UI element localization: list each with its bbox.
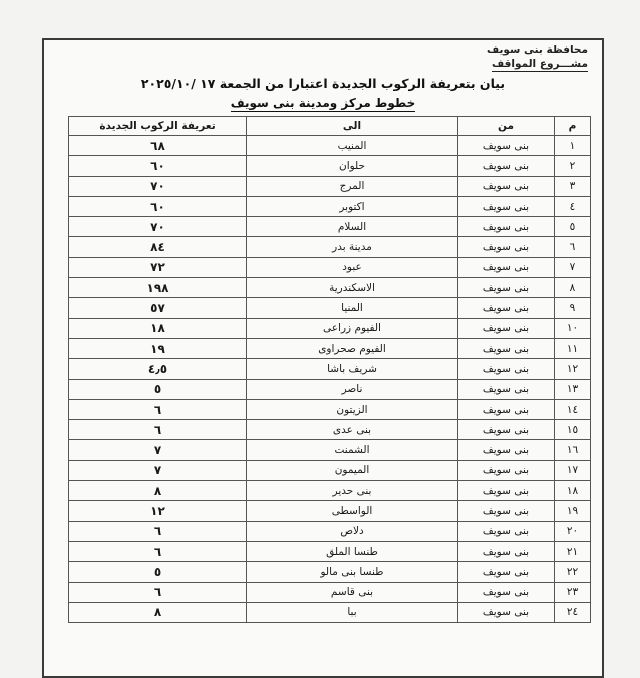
table-row <box>69 196 591 216</box>
destination-cell: شريف باشا <box>247 359 458 379</box>
fare-cell: ٦٨ <box>69 136 247 156</box>
destination-cell: المنيب <box>247 136 458 156</box>
destination-cell: الشمنت <box>247 440 458 460</box>
table-body <box>69 136 591 623</box>
origin-cell: بنى سويف <box>458 338 555 358</box>
fare-cell: ٧ <box>69 440 247 460</box>
document-title: بيان بتعريفة الركوب الجديدة اعتبارا من الجمعة ١٧ /٢٠٢٥/١٠ <box>140 76 506 91</box>
destination-cell: مدينة بدر <box>247 237 458 257</box>
origin-cell: بنى سويف <box>458 318 555 338</box>
origin-cell: بنى سويف <box>458 217 555 237</box>
destination-cell: طنسا الملق <box>247 541 458 561</box>
destination-cell: بنى عدى <box>247 420 458 440</box>
fare-cell: ٥ <box>69 562 247 582</box>
fare-cell: ٦ <box>69 399 247 419</box>
fare-cell: ٦ <box>69 582 247 602</box>
origin-cell: بنى سويف <box>458 541 555 561</box>
origin-cell: بنى سويف <box>458 420 555 440</box>
row-number-cell: ٧ <box>555 257 591 277</box>
table-row <box>69 521 591 541</box>
destination-cell: الواسطى <box>247 501 458 521</box>
row-number-cell: ١٤ <box>555 399 591 419</box>
fare-cell: ٨ <box>69 481 247 501</box>
row-number-cell: ٦ <box>555 237 591 257</box>
row-number-cell: ١ <box>555 136 591 156</box>
table-row <box>69 602 591 622</box>
table-row <box>69 582 591 602</box>
fare-cell: ٥ <box>69 379 247 399</box>
table-row <box>69 379 591 399</box>
fare-cell: ٤٫٥ <box>69 359 247 379</box>
document-subtitle <box>44 96 602 110</box>
table-row <box>69 541 591 561</box>
origin-cell: بنى سويف <box>458 562 555 582</box>
fare-cell: ٦ <box>69 420 247 440</box>
destination-cell: الزيتون <box>247 399 458 419</box>
origin-cell: بنى سويف <box>458 176 555 196</box>
origin-cell: بنى سويف <box>458 237 555 257</box>
fare-cell: ٧٢ <box>69 257 247 277</box>
fare-table <box>68 116 591 623</box>
row-number-cell: ٨ <box>555 278 591 298</box>
row-number-cell: ١١ <box>555 338 591 358</box>
destination-cell: ببا <box>247 602 458 622</box>
row-number-cell: ٢٤ <box>555 602 591 622</box>
destination-cell: المنيا <box>247 298 458 318</box>
origin-cell: بنى سويف <box>458 481 555 501</box>
table-row <box>69 217 591 237</box>
origin-cell: بنى سويف <box>458 440 555 460</box>
destination-cell: المرج <box>247 176 458 196</box>
fare-cell: ١٢ <box>69 501 247 521</box>
origin-cell: بنى سويف <box>458 399 555 419</box>
table-row <box>69 278 591 298</box>
origin-cell: بنى سويف <box>458 521 555 541</box>
table-row <box>69 176 591 196</box>
row-number-cell: ١٦ <box>555 440 591 460</box>
table-row <box>69 399 591 419</box>
row-number-cell: ٢١ <box>555 541 591 561</box>
table-row <box>69 298 591 318</box>
table-header-row <box>69 117 591 136</box>
fare-cell: ٦٠ <box>69 196 247 216</box>
fare-cell: ٦ <box>69 541 247 561</box>
fare-cell: ١٩٨ <box>69 278 247 298</box>
destination-cell: ناصر <box>247 379 458 399</box>
table-row <box>69 501 591 521</box>
origin-cell: بنى سويف <box>458 501 555 521</box>
origin-cell: بنى سويف <box>458 298 555 318</box>
subtitle-text: خطوط مركز ومدينة بنى سويف <box>230 96 416 110</box>
governorate-label: محافظة بنى سويف <box>486 44 588 56</box>
origin-cell: بنى سويف <box>458 460 555 480</box>
row-number-cell: ٥ <box>555 217 591 237</box>
destination-cell: عبود <box>247 257 458 277</box>
table-row <box>69 237 591 257</box>
destination-cell: بنى قاسم <box>247 582 458 602</box>
row-number-cell: ٢٣ <box>555 582 591 602</box>
table-row <box>69 359 591 379</box>
fare-cell: ٦ <box>69 521 247 541</box>
destination-cell: السلام <box>247 217 458 237</box>
origin-cell: بنى سويف <box>458 582 555 602</box>
row-number-cell: ١٥ <box>555 420 591 440</box>
row-number-cell: ١٠ <box>555 318 591 338</box>
fare-cell: ١٩ <box>69 338 247 358</box>
row-number-cell: ٩ <box>555 298 591 318</box>
document-page <box>42 38 604 678</box>
destination-cell: الاسكندرية <box>247 278 458 298</box>
destination-cell: الميمون <box>247 460 458 480</box>
table-row <box>69 562 591 582</box>
fare-cell: ٧٠ <box>69 176 247 196</box>
fare-cell: ٧ <box>69 460 247 480</box>
destination-cell: الفيوم زراعى <box>247 318 458 338</box>
header-to: الى <box>247 117 458 136</box>
origin-cell: بنى سويف <box>458 359 555 379</box>
row-number-cell: ١٣ <box>555 379 591 399</box>
table-row <box>69 440 591 460</box>
origin-cell: بنى سويف <box>458 136 555 156</box>
table-row <box>69 460 591 480</box>
row-number-cell: ٣ <box>555 176 591 196</box>
header-num: م <box>555 117 591 136</box>
table-row <box>69 481 591 501</box>
row-number-cell: ٤ <box>555 196 591 216</box>
origin-cell: بنى سويف <box>458 278 555 298</box>
fare-cell: ٨ <box>69 602 247 622</box>
table-row <box>69 257 591 277</box>
fare-cell: ٦٠ <box>69 156 247 176</box>
header-from: من <box>458 117 555 136</box>
row-number-cell: ١٩ <box>555 501 591 521</box>
row-number-cell: ١٢ <box>555 359 591 379</box>
fare-cell: ٨٤ <box>69 237 247 257</box>
destination-cell: حلوان <box>247 156 458 176</box>
fare-cell: ٥٧ <box>69 298 247 318</box>
origin-cell: بنى سويف <box>458 257 555 277</box>
header-fare: تعريفة الركوب الجديدة <box>69 117 247 136</box>
row-number-cell: ١٧ <box>555 460 591 480</box>
row-number-cell: ٢٢ <box>555 562 591 582</box>
origin-cell: بنى سويف <box>458 196 555 216</box>
destination-cell: طنسا بنى مالو <box>247 562 458 582</box>
fare-cell: ١٨ <box>69 318 247 338</box>
origin-cell: بنى سويف <box>458 379 555 399</box>
table-row <box>69 156 591 176</box>
row-number-cell: ٢ <box>555 156 591 176</box>
table-row <box>69 338 591 358</box>
table-row <box>69 136 591 156</box>
table-row <box>69 318 591 338</box>
destination-cell: اكتوبر <box>247 196 458 216</box>
fare-cell: ٧٠ <box>69 217 247 237</box>
destination-cell: الفيوم صحراوى <box>247 338 458 358</box>
row-number-cell: ٢٠ <box>555 521 591 541</box>
origin-cell: بنى سويف <box>458 156 555 176</box>
destination-cell: دلاص <box>247 521 458 541</box>
project-label: مشـــروع المواقف <box>492 58 588 70</box>
row-number-cell: ١٨ <box>555 481 591 501</box>
origin-cell: بنى سويف <box>458 602 555 622</box>
destination-cell: بنى حدير <box>247 481 458 501</box>
table-row <box>69 420 591 440</box>
